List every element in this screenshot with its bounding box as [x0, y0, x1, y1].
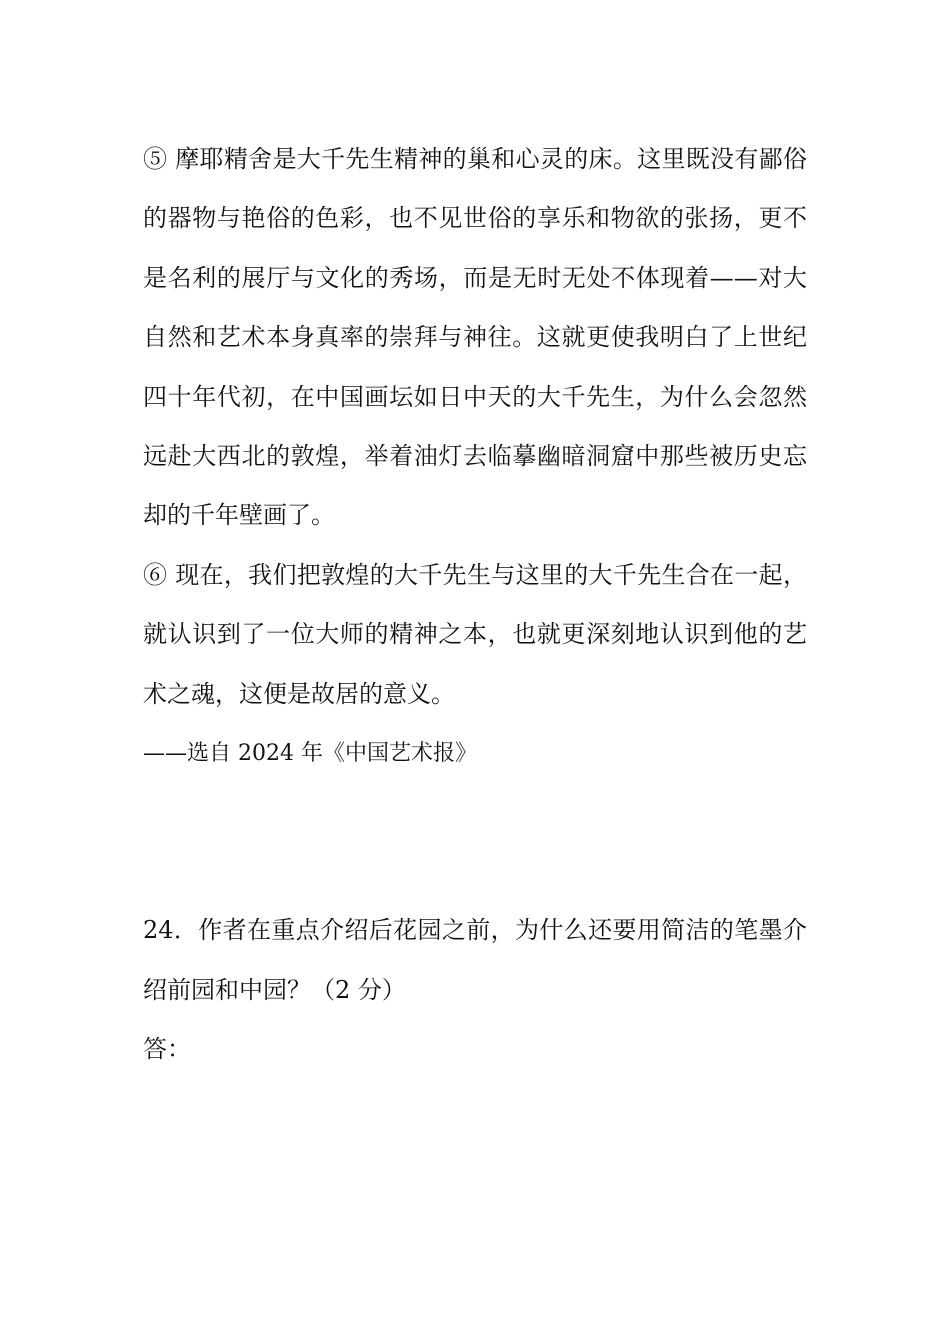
paragraph-6: ⑥ 现在，我们把敦煌的大千先生与这里的大千先生合在一起，就认识到了一位大师的精神之本，也就更深刻地认识到他的艺术之魂，这便是故居的意义。: [143, 560, 807, 708]
paragraph-5: ⑤ 摩耶精舍是大千先生精神的巢和心灵的床。这里既没有鄙俗的器物与艳俗的色彩，也不见世俗的享乐和物欲的张扬，更不是名利的展厅与文化的秀场，而是无时无处不体现着——对大自然和艺术本身真率的崇拜与神往。这就更使我明白了上世纪四十年代初，在中国画坛如日中天的大千先生，为什么会忽然远赴大西北的敦煌，举着油灯去临摹幽暗洞窟中那些被历史忘却的千年壁画了。: [143, 145, 807, 530]
section-gap: [143, 783, 807, 901]
document-body: [143, 130, 807, 1080]
answer-label: 答：: [143, 1035, 191, 1064]
article-source: ——选自 2024 年《中国艺术报》: [143, 741, 477, 767]
question-24: 24．作者在重点介绍后花园之前，为什么还要用简洁的笔墨介绍前园和中园？（2 分）: [143, 916, 807, 1004]
